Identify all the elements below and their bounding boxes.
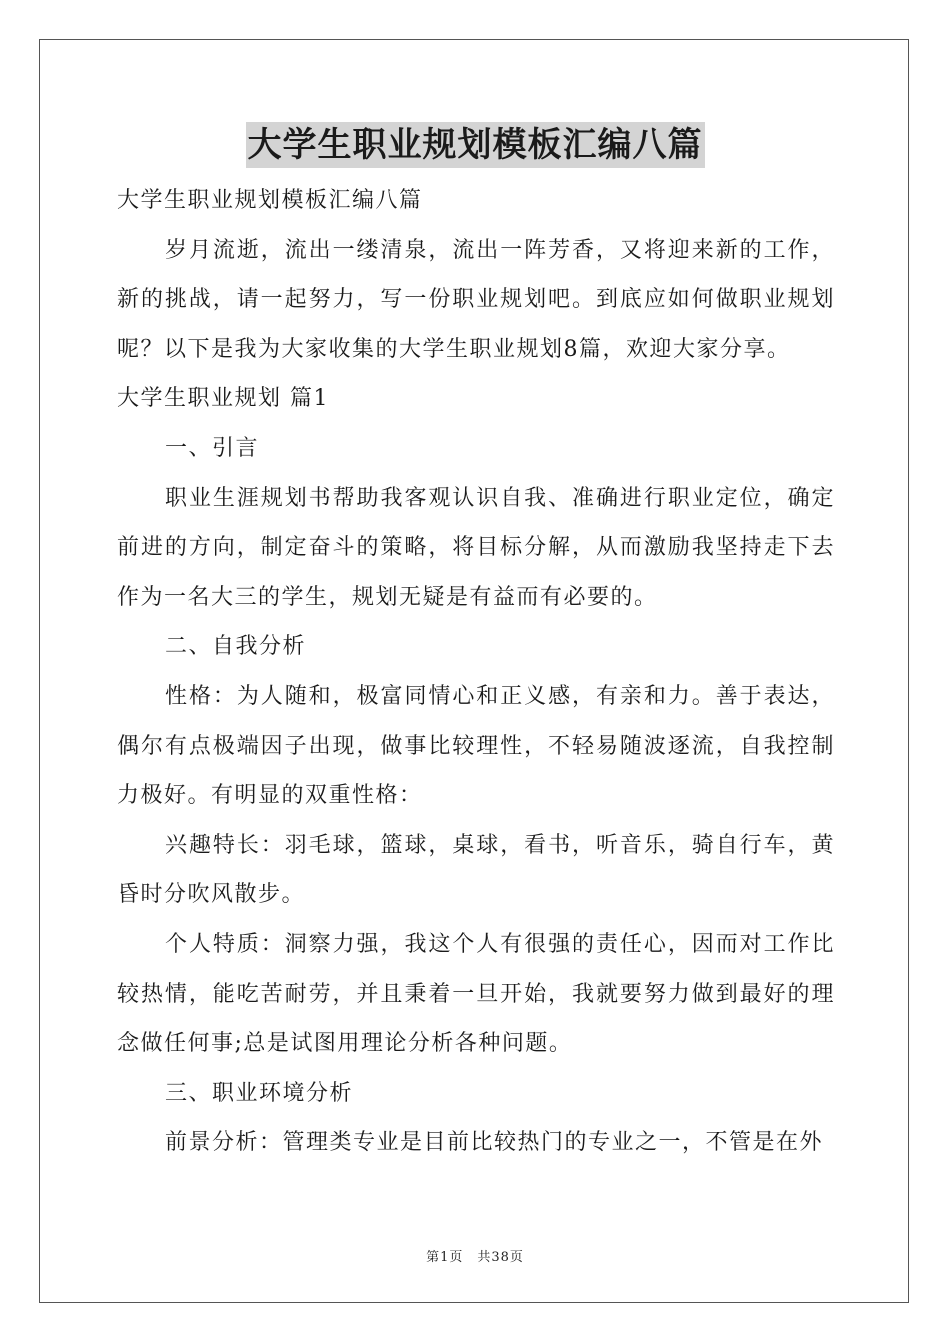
paragraph: 大学生职业规划 篇1 bbox=[117, 386, 329, 412]
paragraph: 前景分析：管理类专业是目前比较热门的专业之一，不管是在外 bbox=[165, 1130, 824, 1156]
paragraph: 一、引言 bbox=[165, 435, 260, 461]
paragraph: 兴趣特长：羽毛球，篮球，桌球，看书，听音乐，骑自行车，黄昏时分吹风散步。 bbox=[117, 832, 835, 908]
paragraph: 二、自我分析 bbox=[165, 634, 307, 660]
paragraph: 个人特质：洞察力强，我这个人有很强的责任心，因而对工作比较热情，能吃苦耐劳，并且秉着一旦开始，我就要努力做到最好的理念做任何事;总是试图用理论分析各种问题。 bbox=[117, 931, 835, 1057]
document-body bbox=[117, 176, 835, 1168]
page-number: 第1页 bbox=[426, 1250, 464, 1265]
title-container bbox=[0, 122, 950, 168]
page-total: 共38页 bbox=[477, 1250, 524, 1265]
paragraph: 职业生涯规划书帮助我客观认识自我、准确进行职业定位，确定前进的方向，制定奋斗的策略，将目标分解，从而激励我坚持走下去作为一名大三的学生，规划无疑是有益而有必要的。 bbox=[117, 485, 835, 610]
page-footer bbox=[0, 1246, 950, 1265]
document-title: 大学生职业规划模板汇编八篇 bbox=[246, 122, 705, 168]
paragraph: 大学生职业规划模板汇编八篇 bbox=[117, 188, 423, 213]
paragraph: 岁月流逝，流出一缕清泉，流出一阵芳香，又将迎来新的工作，新的挑战，请一起努力，写一份职业规划吧。到底应如何做职业规划呢？以下是我为大家收集的大学生职业规划8篇，欢迎大家分享。 bbox=[117, 237, 835, 362]
paragraph: 性格：为人随和，极富同情心和正义感，有亲和力。善于表达，偶尔有点极端因子出现，做事比较理性，不轻易随波逐流，自我控制力极好。有明显的双重性格： bbox=[117, 683, 835, 809]
paragraph: 三、职业环境分析 bbox=[165, 1080, 354, 1106]
